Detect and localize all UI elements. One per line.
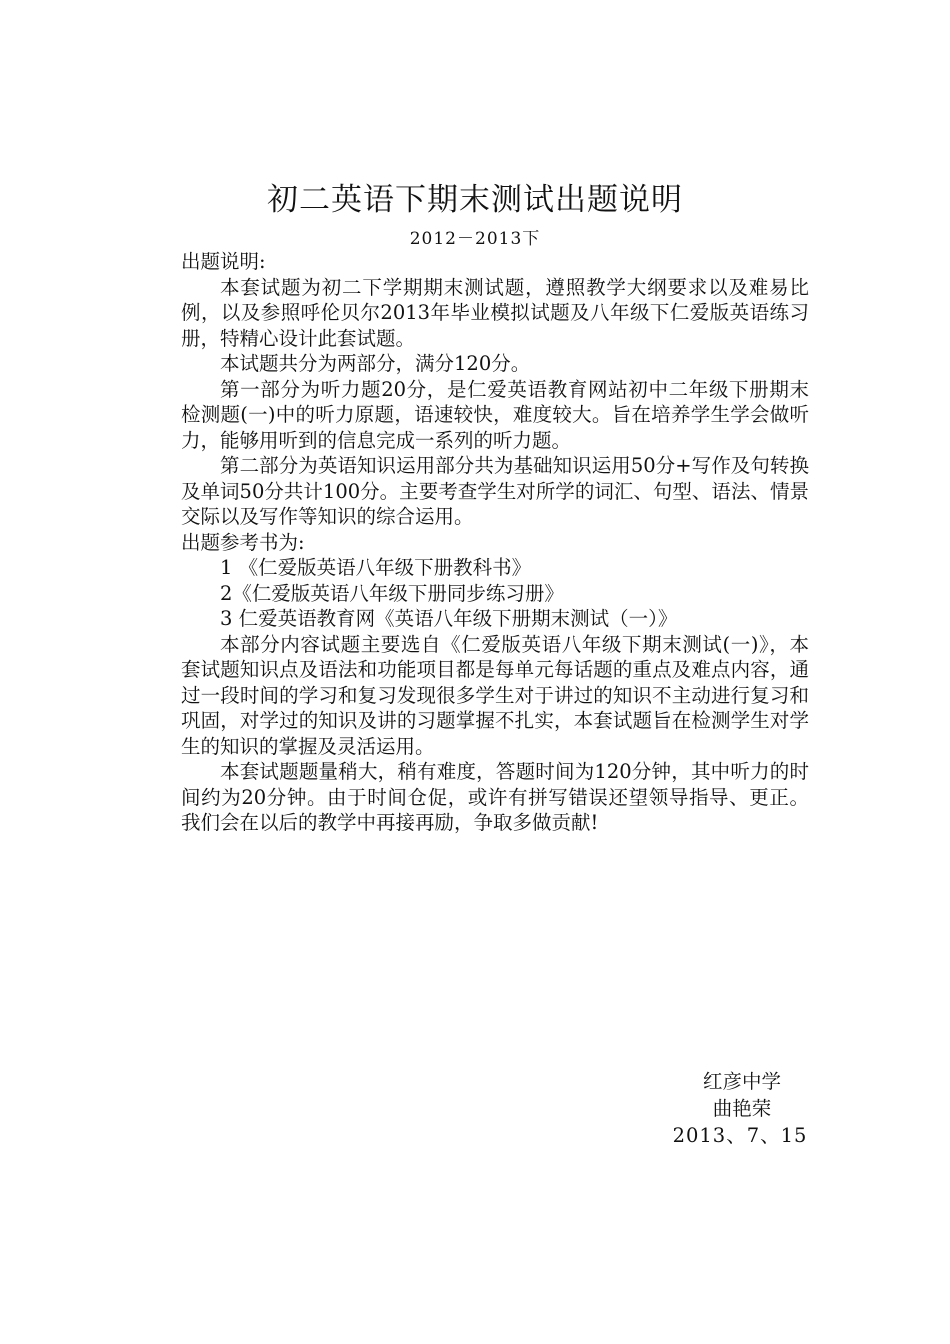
reference-heading: 出题参考书为: [181,530,305,554]
paragraph-intro: 本套试题为初二下学期期末测试题，遵照教学大纲要求以及难易比例，以及参照呼伦贝尔2013年毕业模拟试题及八年级下仁爱版英语练习册，特精心设计此套试题。 [181,275,809,350]
paragraph-part-one: 第一部分为听力题20分，是仁爱英语教育网站初中二年级下册期末检测题(一)中的听力原题，语速较快，难度较大。旨在培养学生学会做听力，能够用听到的信息完成一系列的听力题。 [181,377,809,452]
paragraph-score: 本试题共分为两部分，满分120分。 [220,352,531,375]
reference-item: 2《仁爱版英语八年级下册同步练习册》 [220,581,564,605]
signature-school: 红彦中学 [702,1070,781,1093]
document-title: 初二英语下期末测试出题说明 [267,182,683,218]
paragraph-part-two: 第二部分为英语知识运用部分共为基础知识运用50分+写作及句转换及单词50分共计100分。主要考查学生对所学的词汇、句型、语法、情景交际以及写作等知识的综合运用。 [181,454,809,528]
signature-date: 2013、7、15 [672,1124,808,1147]
paragraph-source: 本部分内容试题主要选自《仁爱版英语八年级下期末测试(一)》，本套试题知识点及语法和功能项目都是每单元每话题的重点及难点内容，通过一段时间的学习和复习发现很多学生对于讲过的知识不主动进行复习和巩固，对学过的知识及讲的习题掌握不扎实，本套试题旨在检测学生对学生的知识的掌握及灵活运用。 [181,632,809,758]
document-subtitle: 2012－2013下 [409,229,541,249]
signature-block [640,1068,840,1149]
reference-item: 1 《仁爱版英语八年级下册教科书》 [220,556,532,579]
signature-author: 曲艳荣 [712,1097,772,1120]
paragraph-closing: 本套试题题量稍大，稍有难度，答题时间为120分钟，其中听力的时间约为20分钟。由于时间仓促，或许有拼写错误还望领导指导、更正。我们会在以后的教学中再接再励，争取多做贡献! [181,760,809,834]
reference-item: 3 仁爱英语教育网《英语八年级下册期末测试（一）》 [220,607,678,630]
document-body [181,249,809,836]
section-heading: 出题说明: [181,250,266,273]
